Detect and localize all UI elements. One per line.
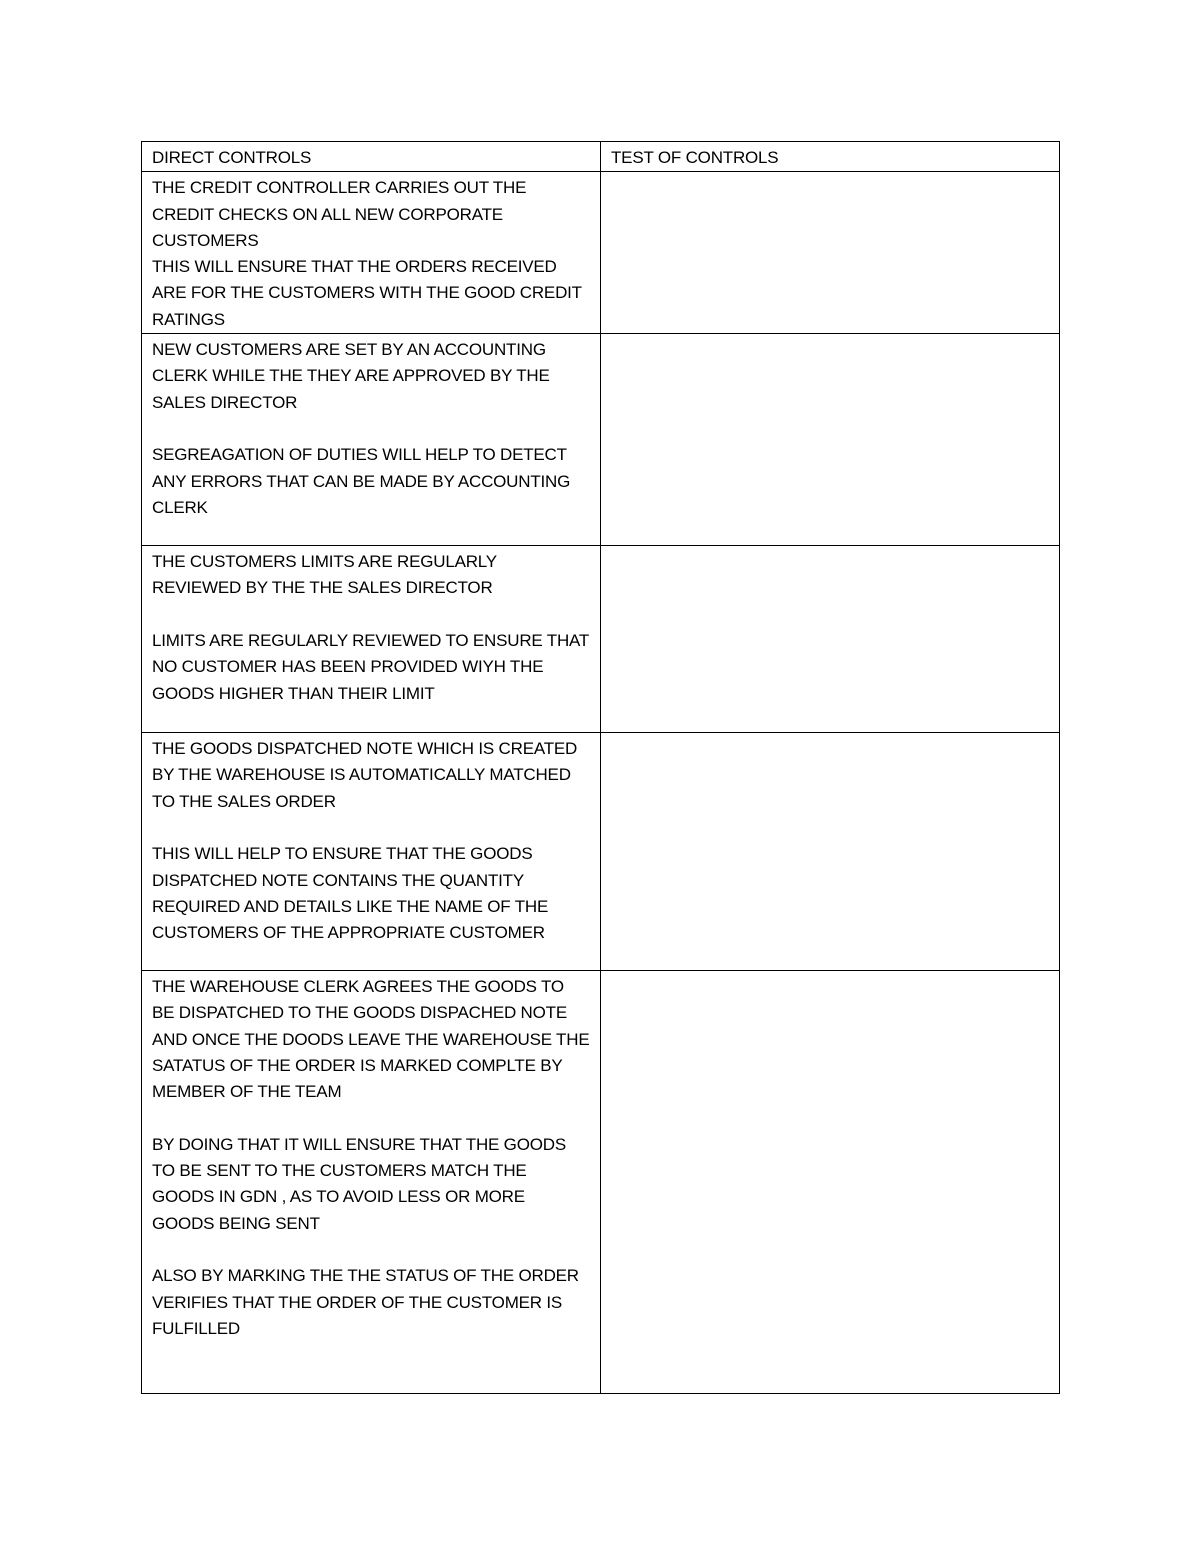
- control-purpose: BY DOING THAT IT WILL ENSURE THAT THE GOODS TO BE SENT TO THE CUSTOMERS MATCH THE GOODS IN GDN , AS TO AVOID LESS OR MORE GOODS BEING SENT: [152, 1134, 566, 1233]
- header-test-of-controls: TEST OF CONTROLS: [601, 142, 1060, 172]
- control-description: THE CUSTOMERS LIMITS ARE REGULARLY REVIEWED BY THE THE SALES DIRECTOR: [152, 552, 497, 598]
- table-row: [142, 334, 1060, 546]
- control-purpose: THIS WILL ENSURE THAT THE ORDERS RECEIVED ARE FOR THE CUSTOMERS WITH THE GOOD CREDIT RATINGS: [152, 257, 582, 329]
- table-row: [142, 172, 1060, 334]
- control-description: THE WAREHOUSE CLERK AGREES THE GOODS TO BE DISPATCHED TO THE GOODS DISPACHED NOTE AND ONCE THE DOODS LEAVE THE WAREHOUSE THE SATATUS OF THE ORDER IS MARKED COMPLTE BY MEMBER OF THE TEAM: [152, 977, 590, 1102]
- control-description: THE CREDIT CONTROLLER CARRIES OUT THE CREDIT CHECKS ON ALL NEW CORPORATE CUSTOMERS: [152, 178, 527, 250]
- direct-control-cell: [142, 546, 601, 733]
- header-direct-controls: DIRECT CONTROLS: [142, 142, 601, 172]
- table-row: [142, 971, 1060, 1394]
- test-of-control-cell: [601, 733, 1060, 971]
- control-purpose: SEGREAGATION OF DUTIES WILL HELP TO DETECT ANY ERRORS THAT CAN BE MADE BY ACCOUNTING CLERK: [152, 445, 571, 517]
- direct-control-cell: [142, 971, 601, 1394]
- control-description: THE GOODS DISPATCHED NOTE WHICH IS CREATED BY THE WAREHOUSE IS AUTOMATICALLY MATCHED TO THE SALES ORDER: [152, 739, 578, 811]
- control-description: NEW CUSTOMERS ARE SET BY AN ACCOUNTING CLERK WHILE THE THEY ARE APPROVED BY THE SALES DIRECTOR: [152, 340, 550, 412]
- test-of-control-cell: [601, 971, 1060, 1394]
- table-header-row: [142, 142, 1060, 172]
- controls-table: [141, 141, 1060, 1394]
- control-purpose: THIS WILL HELP TO ENSURE THAT THE GOODS DISPATCHED NOTE CONTAINS THE QUANTITY REQUIRED AND DETAILS LIKE THE NAME OF THE CUSTOMERS OF THE APPROPRIATE CUSTOMER: [152, 844, 549, 943]
- direct-control-cell: [142, 733, 601, 971]
- test-of-control-cell: [601, 546, 1060, 733]
- test-of-control-cell: [601, 334, 1060, 546]
- control-purpose: LIMITS ARE REGULARLY REVIEWED TO ENSURE THAT NO CUSTOMER HAS BEEN PROVIDED WIYH THE GOODS HIGHER THAN THEIR LIMIT: [152, 630, 589, 703]
- control-verification: ALSO BY MARKING THE THE STATUS OF THE ORDER VERIFIES THAT THE ORDER OF THE CUSTOMER IS FULFILLED: [152, 1266, 579, 1338]
- test-of-control-cell: [601, 172, 1060, 334]
- table-row: [142, 546, 1060, 733]
- direct-control-cell: [142, 334, 601, 546]
- direct-control-cell: [142, 172, 601, 334]
- table-row: [142, 733, 1060, 971]
